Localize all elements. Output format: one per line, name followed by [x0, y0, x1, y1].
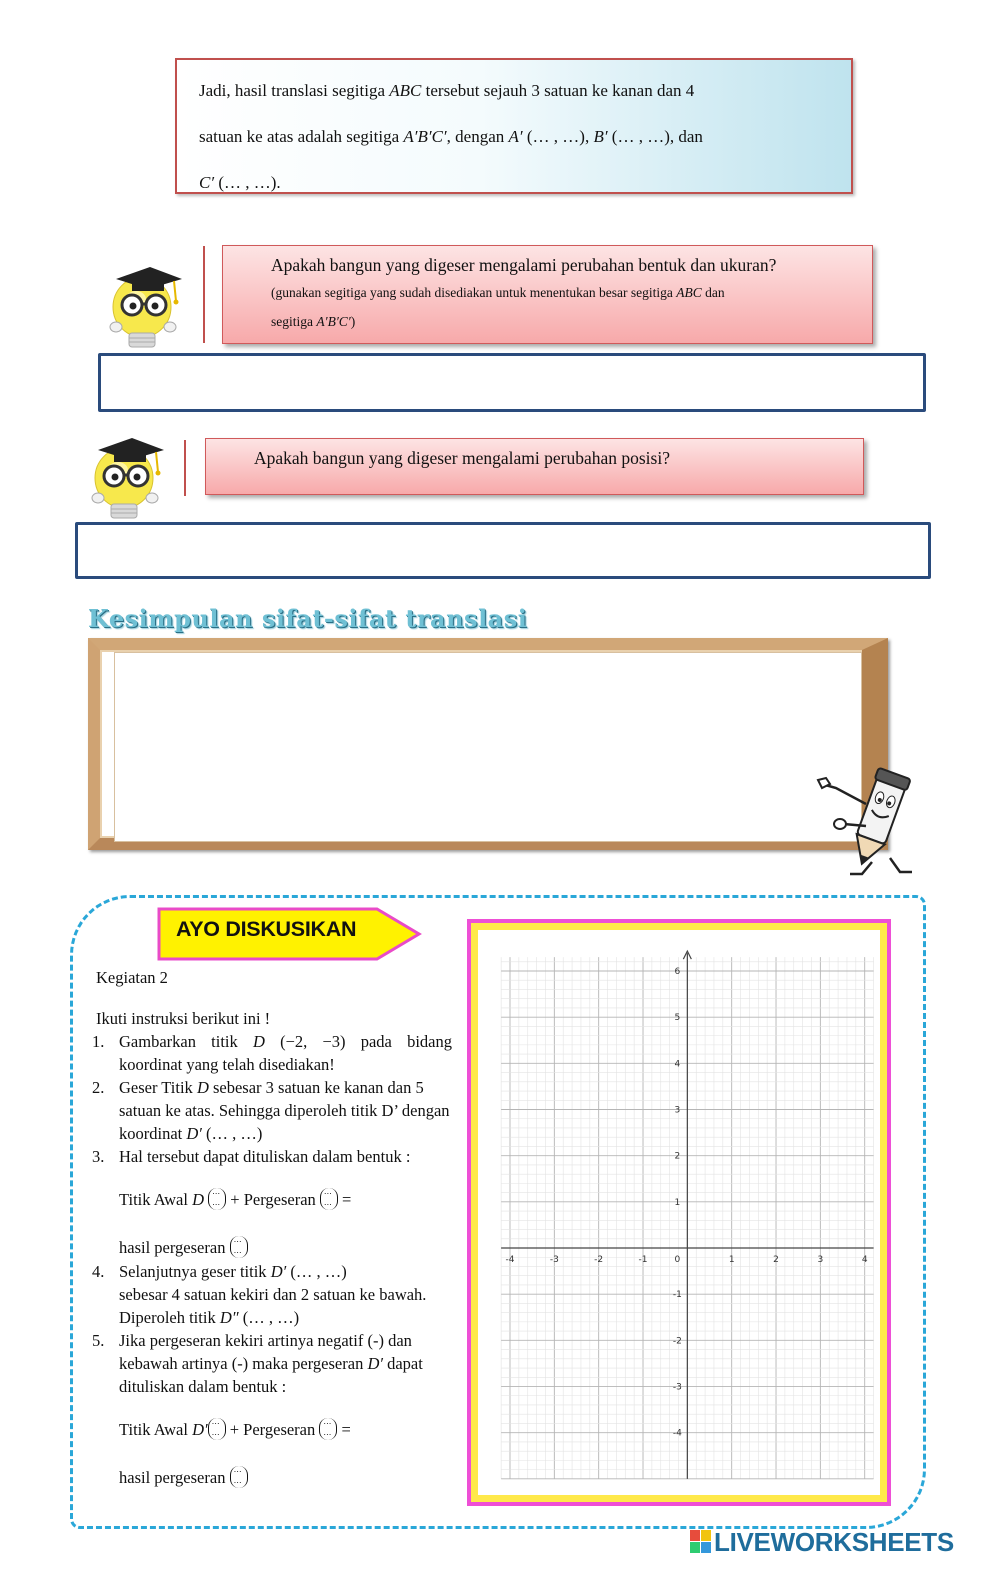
vector-blank[interactable]: ⋯ ⋯	[208, 1418, 226, 1442]
question-2-box	[205, 438, 864, 495]
spacer	[92, 989, 452, 1007]
vector-blank[interactable]: ⋯ ⋯	[320, 1188, 338, 1212]
point-d-coord: (−2, −3)	[264, 1032, 361, 1051]
y-tick-label: 1	[674, 1197, 681, 1208]
point-d-prime: D′	[192, 1420, 208, 1439]
divider-line	[203, 246, 205, 343]
point-d: D	[192, 1190, 204, 1209]
point-d: D	[196, 1078, 209, 1097]
eq-text: =	[337, 1420, 351, 1439]
item-text: sebesar 3 satuan ke kanan dan 5 satuan ke atas. Sehingga diperoleh titik D’ dengan koordinat	[119, 1078, 450, 1143]
summary-line-1	[199, 68, 829, 114]
b-prime-blank[interactable]: (… , …)	[607, 127, 670, 146]
item-number: 5.	[92, 1331, 105, 1350]
hint-text: dan	[701, 285, 725, 300]
coordinate-grid-area[interactable]	[478, 930, 880, 1495]
liveworksheets-logo-icon	[690, 1530, 712, 1554]
triangle-abc: ABC	[676, 285, 702, 300]
item-number: 3.	[92, 1147, 105, 1166]
y-tick-label: -1	[672, 1290, 682, 1301]
vector-blank[interactable]: ⋯ ⋯	[208, 1188, 226, 1212]
vector-blank[interactable]: ⋯ ⋯	[230, 1236, 248, 1260]
item-text: Gambarkan titik	[119, 1032, 253, 1051]
eq-text: hasil pergeseran	[119, 1468, 230, 1487]
x-tick-label: -2	[594, 1255, 604, 1266]
summary-text: tersebut sejauh 3 satuan ke kanan dan 4	[421, 81, 695, 100]
answer-1-input[interactable]	[98, 353, 926, 412]
activity-instructions	[92, 966, 452, 1490]
eq-text: +	[225, 1420, 244, 1439]
summary-text: , dengan	[446, 127, 509, 146]
equation-1	[119, 1188, 452, 1212]
a-prime-label: A′	[508, 127, 523, 146]
item-text: Selanjutnya geser titik	[119, 1262, 271, 1281]
conclusion-heading: Kesimpulan sifat-sifat translasi	[88, 604, 528, 633]
summary-line-2	[199, 114, 829, 160]
x-tick-label: -4	[505, 1255, 515, 1266]
item-text: sebesar 4 satuan kekiri dan 2 satuan ke bawah. Diperoleh titik	[119, 1285, 427, 1327]
summary-text: Jadi, hasil translasi segitiga	[199, 81, 390, 100]
point-d-prime: D′	[367, 1354, 383, 1373]
y-tick-label: 5	[674, 1013, 681, 1024]
item-text: pada bidang koordinat yang telah disediakan!	[119, 1032, 452, 1074]
professor-bulb-icon	[86, 426, 170, 520]
item-number: 4.	[92, 1262, 105, 1281]
eq-text: hasil pergeseran	[119, 1238, 230, 1257]
summary-line-3	[199, 160, 829, 206]
instruction-item-3	[92, 1145, 452, 1260]
y-tick-label: 2	[674, 1151, 681, 1162]
y-tick-label: 3	[674, 1105, 681, 1116]
point-d-prime: D′	[270, 1262, 287, 1281]
c-prime-blank[interactable]: (… , …)	[214, 173, 277, 192]
professor-bulb-icon	[104, 255, 188, 349]
d-prime-coord-blank[interactable]: (… , …)	[286, 1262, 347, 1281]
result-1	[119, 1236, 452, 1260]
summary-box	[175, 58, 853, 194]
d-prime-coord-blank[interactable]: (… , …)	[201, 1124, 263, 1143]
triangle-abc: ABC	[389, 81, 422, 100]
item-text: Geser Titik	[119, 1078, 197, 1097]
eq-text: Titik Awal	[119, 1420, 193, 1439]
hint-text: (gunakan segitiga yang sudah disediakan untuk menentukan besar segitiga	[271, 285, 677, 300]
item-number: 2.	[92, 1078, 105, 1097]
x-tick-label: 3	[817, 1255, 824, 1266]
hint-text: segitiga	[271, 314, 317, 329]
pencil-mascot-icon	[816, 766, 924, 878]
question-1-hint	[271, 278, 852, 336]
point-d-prime: D′	[186, 1124, 202, 1143]
summary-text: , dan	[669, 127, 703, 146]
summary-text: .	[276, 173, 281, 192]
point-d: D	[252, 1032, 265, 1051]
y-tick-label: 4	[674, 1059, 681, 1070]
triangle-abc-prime: A′B′C′	[316, 314, 351, 329]
eq-text: +	[226, 1190, 244, 1209]
d-double-prime-coord-blank[interactable]: (… , …)	[238, 1308, 300, 1327]
eq-text: Pergeseran	[243, 1420, 320, 1439]
activity-title: Kegiatan 2	[96, 968, 168, 987]
a-prime-blank[interactable]: (… , …)	[522, 127, 585, 146]
eq-text: Titik Awal	[119, 1190, 193, 1209]
vector-blank[interactable]: ⋯ ⋯	[230, 1466, 248, 1490]
y-tick-label: -2	[672, 1336, 682, 1347]
question-1-text: Apakah bangun yang digeser mengalami perubahan bentuk dan ukuran?	[271, 255, 777, 275]
x-tick-label: 2	[773, 1255, 779, 1266]
vector-blank[interactable]: ⋯ ⋯	[319, 1418, 337, 1442]
liveworksheets-watermark: LIVEWORKSHEETS	[714, 1527, 954, 1557]
eq-text: =	[337, 1190, 352, 1209]
ayo-diskusikan-label: AYO DISKUSIKAN	[176, 917, 357, 941]
coordinate-grid-panel	[467, 919, 891, 1506]
instruction-item-2	[92, 1076, 452, 1145]
item-text: Jika pergeseran kekiri artinya negatif (-) dan kebawah artinya (-) maka pergeseran	[119, 1331, 412, 1373]
coordinate-plane[interactable]	[478, 930, 880, 1495]
instruction-item-5	[92, 1329, 452, 1490]
conclusion-answer-area[interactable]	[114, 652, 862, 842]
x-tick-label: -3	[549, 1255, 559, 1266]
y-tick-label: -3	[672, 1382, 682, 1393]
x-tick-label: 0	[674, 1255, 681, 1266]
c-prime-label: C′	[199, 173, 215, 192]
item-number: 1.	[92, 1032, 105, 1051]
point-d-double-prime: D″	[219, 1308, 239, 1327]
result-2	[119, 1466, 452, 1490]
activity-intro: Ikuti instruksi berikut ini !	[96, 1009, 271, 1028]
y-tick-label: 6	[674, 967, 681, 977]
x-tick-label: -1	[638, 1255, 648, 1266]
hint-text: )	[350, 314, 356, 329]
instruction-item-4	[92, 1260, 452, 1329]
item-text: dapat dituliskan dalam bentuk :	[119, 1354, 423, 1396]
b-prime-label: B′	[593, 127, 608, 146]
instruction-item-1	[92, 1030, 452, 1076]
question-1-box	[222, 245, 873, 344]
summary-text: satuan ke atas adalah segitiga	[199, 127, 404, 146]
item-text: Hal tersebut dapat dituliskan dalam bentuk :	[119, 1147, 411, 1166]
x-tick-label: 1	[728, 1255, 735, 1266]
x-tick-label: 4	[861, 1255, 868, 1266]
eq-text: Pergeseran	[243, 1190, 320, 1209]
triangle-abc-prime: A′B′C′	[403, 127, 447, 146]
question-2-text: Apakah bangun yang digeser mengalami perubahan posisi?	[254, 448, 670, 468]
answer-2-input[interactable]	[75, 522, 931, 579]
y-tick-label: -4	[672, 1428, 682, 1439]
equation-2	[119, 1418, 452, 1442]
summary-text: ,	[584, 127, 594, 146]
divider-line	[184, 440, 186, 496]
